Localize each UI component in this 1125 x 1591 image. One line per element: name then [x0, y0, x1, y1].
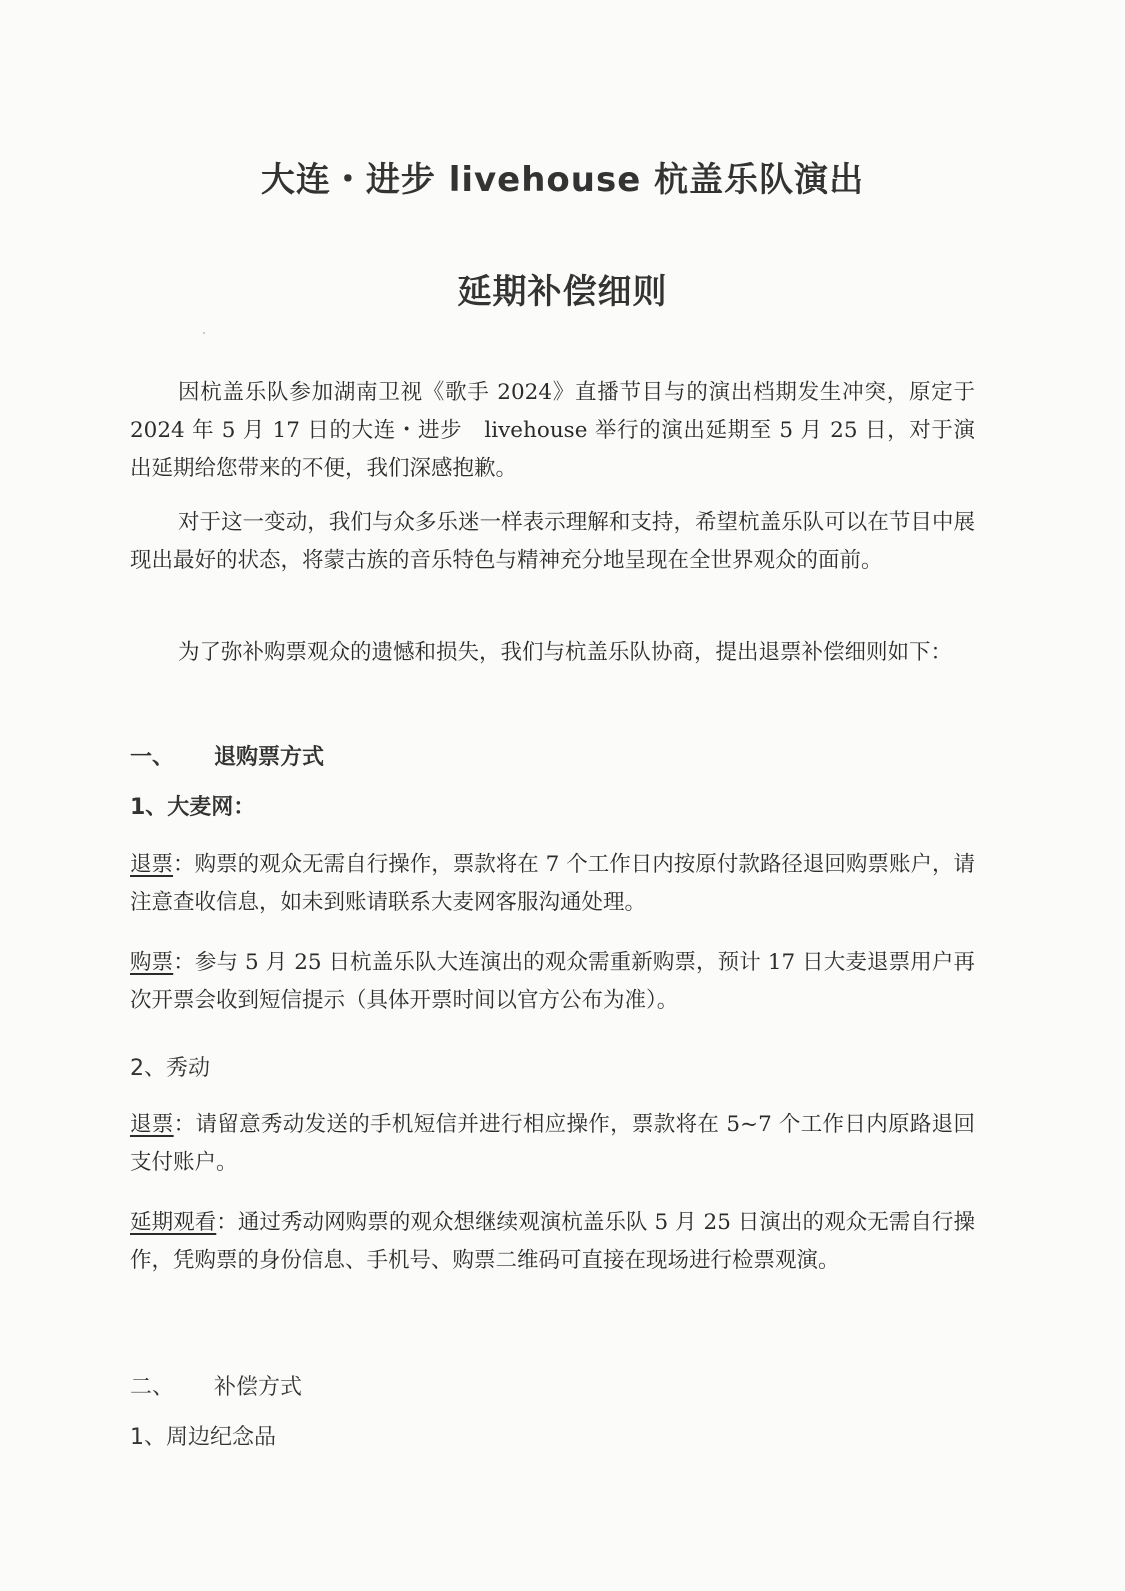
- damai-refund-paragraph: [130, 846, 975, 922]
- section-heading-compensation: [130, 1370, 302, 1401]
- subheading-damai: 1、大麦网：: [130, 795, 256, 820]
- section-number: 二、: [130, 1375, 175, 1400]
- document-title-line1: 大连・进步 livehouse 杭盖乐队演出: [260, 160, 865, 200]
- compensation-intro-paragraph: 为了弥补购票观众的遗憾和损失，我们与杭盖乐队协商，提出退票补偿细则如下：: [178, 640, 953, 665]
- damai-buy-paragraph: [130, 944, 975, 1020]
- refund-text: ：购票的观众无需自行操作，票款将在 7 个工作日内按原付款路径退回购票账户，请注意查收信息，如未到账请联系大麦网客服沟通处理。: [130, 852, 975, 915]
- xiudong-refund-paragraph: [130, 1106, 975, 1182]
- scan-speck: [203, 332, 205, 334]
- delay-text: ：通过秀动网购票的观众想继续观演杭盖乐队 5 月 25 日演出的观众无需自行操作，凭购票的身份信息、手机号、购票二维码可直接在现场进行检票观演。: [130, 1210, 975, 1273]
- support-paragraph: 对于这一变动，我们与众多乐迷一样表示理解和支持，希望杭盖乐队可以在节目中展现出最好的状态，将蒙古族的音乐特色与精神充分地呈现在全世界观众的面前。: [130, 510, 975, 573]
- xiudong-delay-paragraph: [130, 1204, 975, 1280]
- refund-text: ：请留意秀动发送的手机短信并进行相应操作，票款将在 5~7 个工作日内原路退回支付账户。: [130, 1112, 975, 1175]
- section-title: 补偿方式: [214, 1375, 303, 1400]
- section-number: 一、: [130, 745, 175, 770]
- delay-label: 延期观看: [130, 1210, 217, 1235]
- buy-text: ：参与 5 月 25 日杭盖乐队大连演出的观众需重新购票，预计 17 日大麦退票用户再次开票会收到短信提示（具体开票时间以官方公布为准）。: [130, 950, 975, 1013]
- refund-label: 退票: [130, 1112, 174, 1137]
- subheading-xiudong: 2、秀动: [130, 1056, 210, 1081]
- subheading-souvenir: 1、周边纪念品: [130, 1425, 276, 1450]
- section-title: 退购票方式: [214, 745, 325, 770]
- section-heading-refund-methods: [130, 740, 324, 771]
- document-title-line2: 延期补偿细则: [457, 272, 668, 312]
- intro-paragraph: 因杭盖乐队参加湖南卫视《歌手 2024》直播节目与的演出档期发生冲突，原定于 2024 年 5 月 17 日的大连・进步 livehouse 举行的演出延期至 5 月 25 日，对于演出延期给您带来的不便，我们深感抱歉。: [130, 380, 975, 481]
- buy-label: 购票: [130, 950, 174, 975]
- refund-label: 退票: [130, 852, 174, 877]
